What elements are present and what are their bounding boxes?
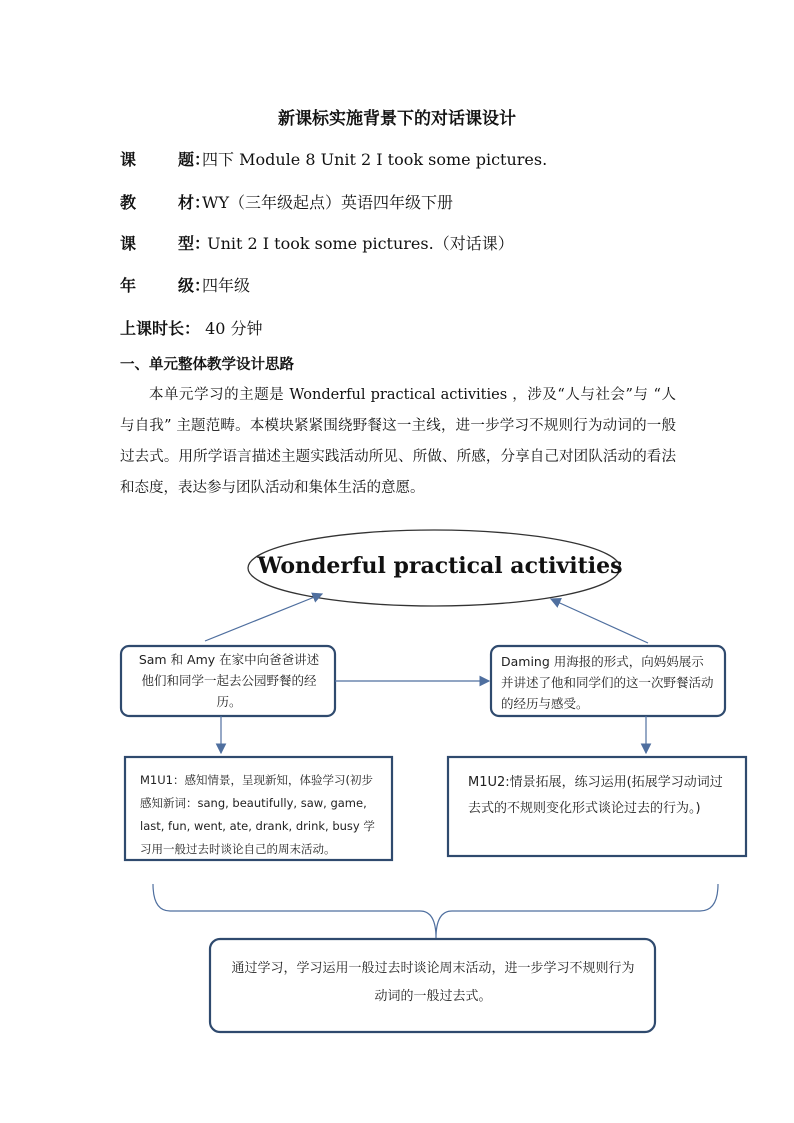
summary-box-text: 通过学习，学习运用一般过去时谈论周末活动，进一步学习不规则行为动词的一般过去式。 xyxy=(231,961,635,1004)
m1u1-box-text: M1U1：感知情景，呈现新知，体验学习(初步感知新词：sang, beautifully, saw, game, last, fun, went, ate, drank, drink, busy 学习用一般过去时谈论自己的周末活动。 xyxy=(140,773,375,856)
field-type-label-b: 型： xyxy=(178,234,211,253)
field-topic-value: 四下 Module 8 Unit 2 I took some pictures. xyxy=(202,150,548,169)
summary-brace xyxy=(153,884,718,938)
field-material-value: WY（三年级起点）英语四年级下册 xyxy=(202,193,454,212)
arrow-right-to-ellipse xyxy=(551,599,648,643)
field-type-value: Unit 2 I took some pictures.（对话课） xyxy=(202,234,514,253)
field-topic-label-b: 题： xyxy=(178,150,211,169)
field-grade-label-b: 级： xyxy=(178,276,211,295)
theme-ellipse-text: Wonderful practical activities xyxy=(257,553,623,579)
page-title: 新课标实施背景下的对话课设计 xyxy=(278,109,516,129)
section-heading: 一、单元整体教学设计思路 xyxy=(120,356,294,373)
intro-paragraph-text: 本单元学习的主题是 Wonderful practical activities ，涉及“人与社会”与 “人与自我” 主题范畴。本模块紧紧围绕野餐这一主线，进一步学习不规则行为动词的一般过去式。用所学语言描述主题实践活动所见、所做、所感，分享自己对团队活动的看法和态度，表达参与团队活动和集体生活的意愿。 xyxy=(120,387,676,496)
m1u2-box-text: M1U2:情景拓展，练习运用(拓展学习动词过去式的不规则变化形式谈论过去的行为。) xyxy=(468,775,723,816)
left-box-text: Sam 和 Amy 在家中向爸爸讲述他们和同学一起去公园野餐的经历。 xyxy=(138,652,320,709)
field-duration-label: 上课时长： xyxy=(120,319,201,338)
field-type-label-a: 课 xyxy=(120,234,137,253)
field-grade-value: 四年级 xyxy=(202,276,251,295)
field-grade-label-a: 年 xyxy=(120,276,137,295)
field-duration-value: 40 分钟 xyxy=(200,319,263,338)
field-topic-label-a: 课 xyxy=(120,150,137,169)
right-box-text: Daming 用海报的形式，向妈妈展示并讲述了他和同学们的这一次野餐活动的经历与感受。 xyxy=(501,654,714,711)
field-material-label-b: 材： xyxy=(178,193,211,212)
field-material-label-a: 教 xyxy=(120,193,137,212)
arrow-left-to-ellipse xyxy=(205,594,322,641)
